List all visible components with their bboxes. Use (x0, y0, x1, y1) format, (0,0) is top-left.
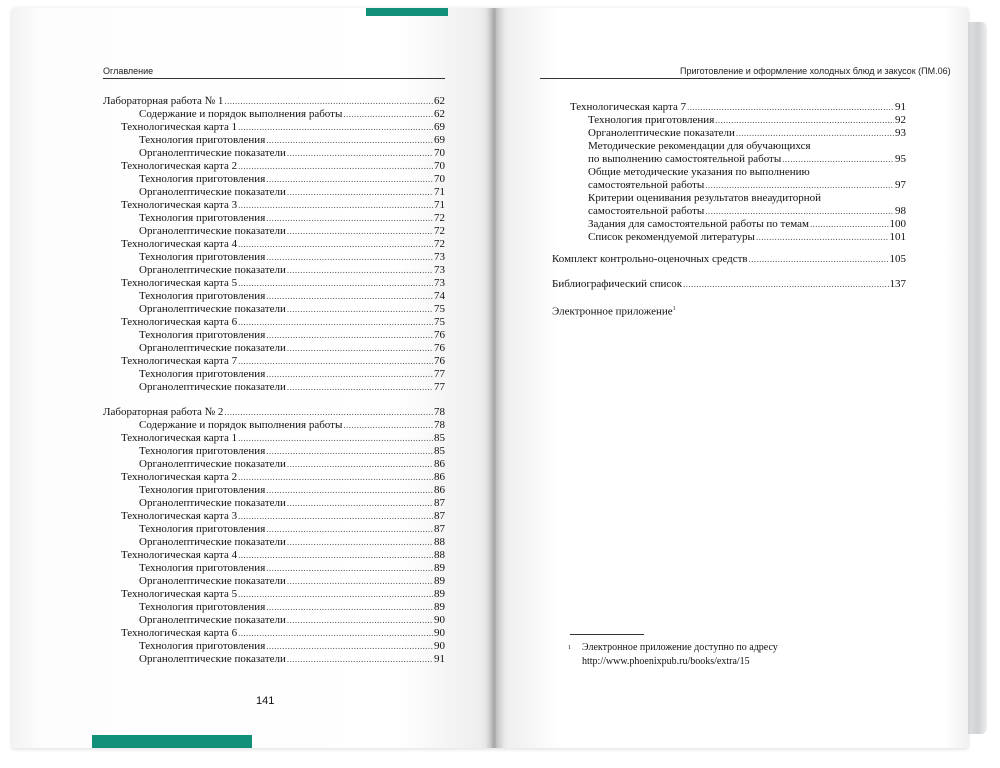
toc-entry: Технология приготовления ..... 85 (139, 445, 445, 458)
toc-entry: Органолептические показатели ..... 70 (139, 147, 445, 160)
toc-entry: Органолептические показатели ..... 75 (139, 303, 445, 316)
toc-entry: Технологическая карта 1 ..... 69 (121, 121, 445, 134)
toc-entry-title: Методические рекомендации для обучающихся (588, 140, 811, 152)
toc-entry: Технология приготовления ..... 86 (139, 484, 445, 497)
toc-entry: Органолептические показатели ..... 76 (139, 342, 445, 355)
toc-entry: Технология приготовления ..... 74 (139, 290, 445, 303)
toc-entry: Технологическая карта 4 ..... 88 (121, 549, 445, 562)
toc-entry: Лабораторная работа № 2 ..... 78 (103, 406, 445, 419)
footnote-url[interactable]: http://www.phoenixpub.ru/books/extra/15 (582, 656, 750, 667)
toc-entry: Органолептические показатели ..... 90 (139, 614, 445, 627)
footnote-rule (570, 634, 644, 635)
right-header-rule (540, 78, 910, 79)
right-running-head: Приготовление и оформление холодных блюд и закусок (ПМ.06) (680, 66, 951, 76)
toc-entry: Комплект контрольно-оценочных средств ..... 105 (552, 253, 906, 266)
toc-entry: Технологическая карта 7 ..... 91 (570, 101, 906, 114)
left-running-head: Оглавление (103, 66, 154, 76)
toc-entry: Технологическая карта 5 ..... 89 (121, 588, 445, 601)
ribbon-bookmark-top (366, 8, 448, 16)
toc-entry: Технологическая карта 6 ..... 90 (121, 627, 445, 640)
left-header-rule (103, 78, 445, 79)
toc-entry: Технологическая карта 1 ..... 85 (121, 432, 445, 445)
toc-entry: Технология приготовления ..... 72 (139, 212, 445, 225)
book-cover-edge (965, 22, 987, 734)
toc-entry: Библиографический список ..... 137 (552, 278, 906, 291)
toc-entry: Органолептические показатели ..... 91 (139, 653, 445, 666)
toc-entry: Органолептические показатели ..... 71 (139, 186, 445, 199)
toc-entry: по выполнению самостоятельной работы ..... 95 (588, 153, 906, 166)
toc-entry: Технологическая карта 4 ..... 72 (121, 238, 445, 251)
toc-entry: Технологическая карта 2 ..... 86 (121, 471, 445, 484)
footnote-marker: 1 (568, 645, 571, 651)
toc-entry: Технология приготовления ..... 87 (139, 523, 445, 536)
toc-entry: Задания для самостоятельной работы по темам ..... 100 (588, 218, 906, 231)
toc-entry: Технология приготовления ..... 90 (139, 640, 445, 653)
toc-entry-electronic-appendix: Электронное приложение$^1$ (552, 305, 676, 318)
toc-entry: Технологическая карта 5 ..... 73 (121, 277, 445, 290)
toc-entry: Органолептические показатели ..... 88 (139, 536, 445, 549)
toc-entry: Технология приготовления ..... 77 (139, 368, 445, 381)
toc-entry: Органолептические показатели ..... 89 (139, 575, 445, 588)
toc-entry: самостоятельной работы ..... 98 (588, 205, 906, 218)
toc-entry: Органолептические показатели ..... 73 (139, 264, 445, 277)
toc-entry: Технология приготовления ..... 73 (139, 251, 445, 264)
toc-entry: Технологическая карта 2 ..... 70 (121, 160, 445, 173)
toc-entry: Технология приготовления ..... 89 (139, 562, 445, 575)
toc-entry-title: Общие методические указания по выполнению (588, 166, 810, 178)
toc-entry: Технология приготовления ..... 69 (139, 134, 445, 147)
page-number: 141 (256, 695, 275, 707)
toc-entry: Содержание и порядок выполнения работы ..... 62 (139, 108, 445, 121)
footnote-text: Электронное приложение доступно по адресу (582, 642, 778, 653)
toc-entry: Содержание и порядок выполнения работы ..... 78 (139, 419, 445, 432)
toc-entry: Технология приготовления ..... 70 (139, 173, 445, 186)
toc-entry: Органолептические показатели ..... 93 (588, 127, 906, 140)
toc-entry: самостоятельной работы ..... 97 (588, 179, 906, 192)
toc-entry: Список рекомендуемой литературы ..... 101 (588, 231, 906, 244)
toc-entry: Органолептические показатели ..... 72 (139, 225, 445, 238)
toc-entry: Технологическая карта 3 ..... 87 (121, 510, 445, 523)
toc-entry: Органолептические показатели ..... 87 (139, 497, 445, 510)
toc-entry: Лабораторная работа № 1 ..... 62 (103, 95, 445, 108)
toc-entry: Технологическая карта 7 ..... 76 (121, 355, 445, 368)
toc-entry: Технологическая карта 6 ..... 75 (121, 316, 445, 329)
toc-entry: Технологическая карта 3 ..... 71 (121, 199, 445, 212)
toc-entry: Технология приготовления ..... 76 (139, 329, 445, 342)
toc-entry: Органолептические показатели ..... 86 (139, 458, 445, 471)
toc-entry: Органолептические показатели ..... 77 (139, 381, 445, 394)
toc-entry: Технология приготовления ..... 92 (588, 114, 906, 127)
toc-entry-title: Критерии оценивания результатов внеаудиторной (588, 192, 822, 204)
ribbon-bookmark-bottom (92, 735, 252, 748)
toc-entry: Технология приготовления ..... 89 (139, 601, 445, 614)
